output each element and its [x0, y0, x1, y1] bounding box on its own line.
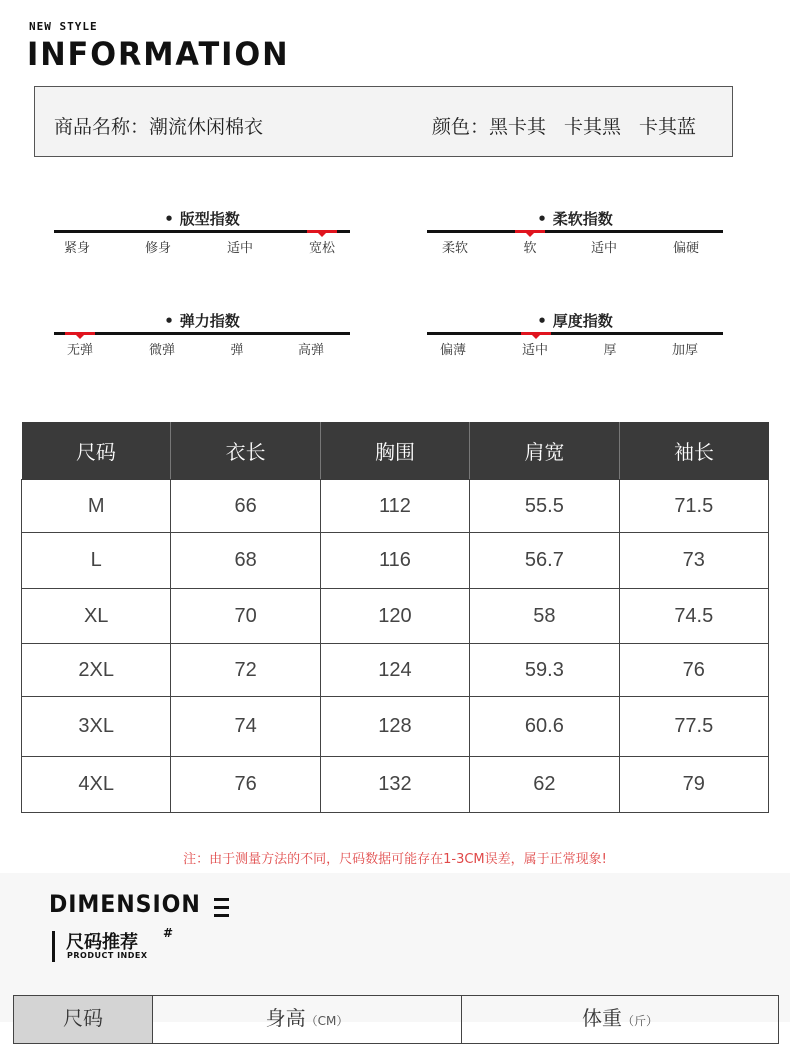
- column-header: 胸围: [320, 422, 469, 480]
- header-small-title: NEW STYLE: [29, 20, 98, 33]
- index-scale-line: [54, 230, 350, 233]
- table-row: [22, 757, 769, 813]
- selected-marker: [515, 230, 545, 233]
- recommend-table-header: [14, 996, 779, 1044]
- table-cell: 60.6: [470, 697, 619, 757]
- selected-marker: [521, 332, 551, 335]
- table-cell: 4XL: [22, 757, 171, 813]
- table-cell: M: [22, 480, 171, 533]
- color-option: 卡其黑: [564, 116, 622, 138]
- index-label: 修身: [144, 241, 172, 256]
- table-cell: 56.7: [470, 533, 619, 589]
- index-label: 微弹: [148, 343, 176, 358]
- dimension-subtitle: 尺码推荐: [66, 932, 138, 953]
- selected-marker: [307, 230, 337, 233]
- table-row: [22, 589, 769, 644]
- index-label: 软: [523, 241, 537, 256]
- table-cell: 2XL: [22, 644, 171, 697]
- column-header-label: 尺码: [63, 1006, 103, 1030]
- product-name: 商品名称：潮流休闲棉衣: [54, 116, 264, 138]
- color-option: 卡其蓝: [639, 116, 697, 138]
- index-label: 弹: [230, 343, 244, 358]
- index-label: 厚: [603, 343, 617, 358]
- column-header: [462, 996, 779, 1044]
- title-bar-accent: [52, 931, 55, 962]
- thickness-index: [427, 310, 723, 360]
- column-header-label: 体重: [581, 1006, 622, 1030]
- color-option: 黑卡其: [489, 116, 547, 138]
- index-label: 适中: [521, 343, 549, 358]
- table-cell: 120: [320, 589, 469, 644]
- index-label: 偏薄: [439, 343, 467, 358]
- index-label: 加厚: [671, 343, 699, 358]
- table-row: [22, 480, 769, 533]
- fit-index-title: • 版型指数: [54, 208, 350, 229]
- product-colors: [432, 112, 696, 139]
- fit-index: [54, 208, 350, 258]
- table-cell: 70: [171, 589, 320, 644]
- table-cell: 74.5: [619, 589, 768, 644]
- hash-mark: #: [163, 926, 174, 940]
- table-cell: 76: [619, 644, 768, 697]
- table-cell: 62: [470, 757, 619, 813]
- index-label: 宽松: [308, 241, 336, 256]
- dimension-title: DIMENSION: [49, 890, 201, 918]
- table-cell: 71.5: [619, 480, 768, 533]
- measurement-note: 注：由于测量方法的不同，尺码数据可能存在1-3CM误差，属于正常现象!: [183, 852, 607, 867]
- column-header: [14, 996, 153, 1044]
- column-header: 尺码: [22, 422, 171, 480]
- table-cell: 59.3: [470, 644, 619, 697]
- index-scale-line: [427, 332, 723, 335]
- header-title: INFORMATION: [27, 35, 290, 73]
- table-cell: 112: [320, 480, 469, 533]
- column-unit: （CM）: [305, 1014, 349, 1028]
- softness-index: [427, 208, 723, 258]
- elasticity-index: [54, 310, 350, 360]
- column-header: 衣长: [171, 422, 320, 480]
- column-header-label: 身高: [265, 1006, 306, 1030]
- table-row: [22, 697, 769, 757]
- selected-marker: [65, 332, 95, 335]
- table-cell: XL: [22, 589, 171, 644]
- table-cell: 3XL: [22, 697, 171, 757]
- column-header: 袖长: [619, 422, 768, 480]
- table-cell: 74: [171, 697, 320, 757]
- index-label: 柔软: [441, 241, 469, 256]
- size-table: [21, 422, 769, 813]
- index-label: 无弹: [66, 343, 94, 358]
- table-cell: 68: [171, 533, 320, 589]
- table-cell: 66: [171, 480, 320, 533]
- table-cell: 124: [320, 644, 469, 697]
- column-unit: （斤）: [621, 1014, 658, 1028]
- menu-icon: [214, 898, 229, 917]
- dimension-subtitle-en: PRODUCT INDEX: [67, 951, 148, 960]
- table-cell: 58: [470, 589, 619, 644]
- table-cell: 77.5: [619, 697, 768, 757]
- index-label: 紧身: [63, 241, 91, 256]
- column-header: [153, 996, 462, 1044]
- index-scale-line: [54, 332, 350, 335]
- table-cell: 128: [320, 697, 469, 757]
- table-cell: L: [22, 533, 171, 589]
- table-cell: 132: [320, 757, 469, 813]
- table-cell: 76: [171, 757, 320, 813]
- table-cell: 79: [619, 757, 768, 813]
- index-label: 高弹: [297, 343, 325, 358]
- index-label: 适中: [590, 241, 618, 256]
- table-cell: 72: [171, 644, 320, 697]
- elasticity-index-title: • 弹力指数: [54, 310, 350, 331]
- index-label: 偏硬: [672, 241, 700, 256]
- index-label: 适中: [226, 241, 254, 256]
- size-table-header: [22, 422, 769, 480]
- softness-index-title: • 柔软指数: [427, 208, 723, 229]
- index-scale-line: [427, 230, 723, 233]
- thickness-index-title: • 厚度指数: [427, 310, 723, 331]
- table-cell: 73: [619, 533, 768, 589]
- table-cell: 55.5: [470, 480, 619, 533]
- column-header: 肩宽: [470, 422, 619, 480]
- color-label: 颜色：: [432, 116, 490, 138]
- table-row: [22, 533, 769, 589]
- table-cell: 116: [320, 533, 469, 589]
- product-info-box: [34, 86, 733, 157]
- table-row: [22, 644, 769, 697]
- recommend-table: [13, 995, 779, 1044]
